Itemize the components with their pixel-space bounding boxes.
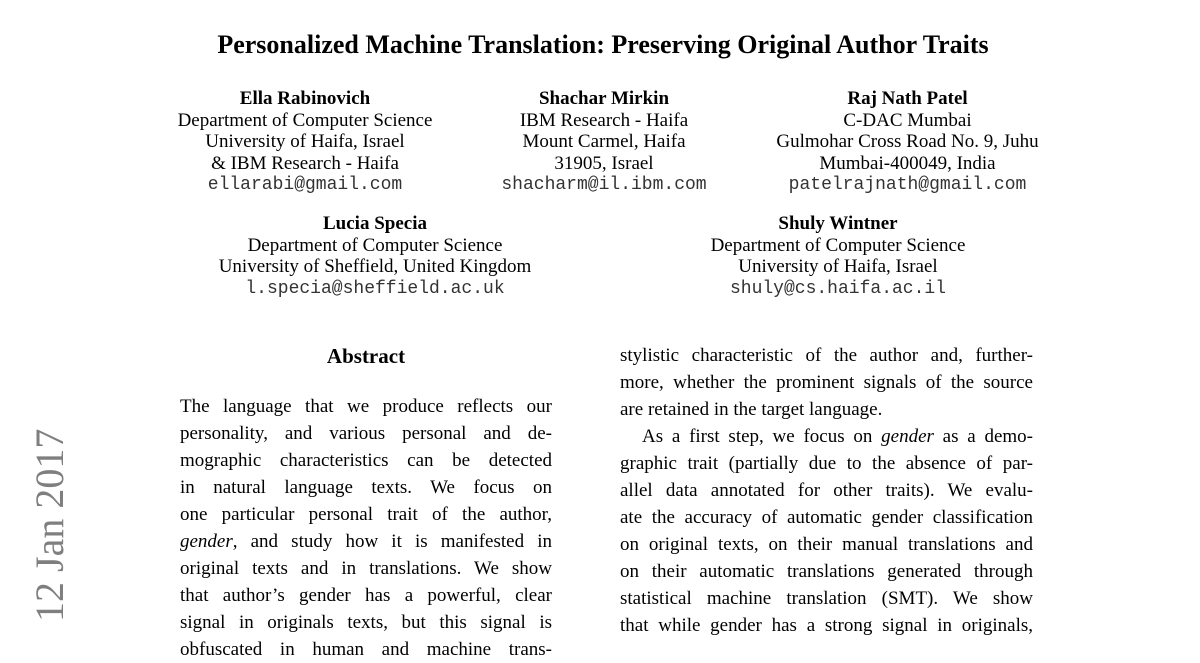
author-name: Ella Rabinovich — [239, 88, 371, 109]
intro-line: more, whether the prominent signals of the source — [620, 372, 1033, 393]
author-affiliation: Gulmohar Cross Road No. 9, Juhu — [776, 131, 1039, 152]
intro-line: are retained in the target language. — [620, 399, 883, 420]
author-block-raj-nath-patel — [745, 88, 1070, 196]
author-affiliation: IBM Research - Haifa — [519, 109, 689, 131]
author-block-shuly-wintner — [680, 213, 996, 300]
abstract-line: gender, and study how it is manifested in — [180, 531, 552, 552]
arxiv-date-stamp: 12 Jan 2017 — [27, 428, 72, 622]
intro-line: allel data annotated for other traits). We evalu- — [620, 480, 1033, 501]
abstract-heading: Abstract — [326, 344, 406, 368]
author-affiliation: Mumbai-400049, India — [819, 152, 996, 174]
author-name: Shuly Wintner — [778, 213, 898, 234]
abstract-line: one particular personal trait of the author, — [180, 504, 552, 525]
author-name: Raj Nath Patel — [847, 88, 968, 109]
author-email: patelrajnath@gmail.com — [788, 175, 1027, 195]
author-email: l.specia@sheffield.ac.uk — [245, 278, 505, 299]
author-affiliation: Mount Carmel, Haifa — [522, 131, 686, 152]
intro-line: statistical machine translation (SMT). We show — [620, 588, 1033, 609]
abstract-body — [180, 393, 552, 663]
author-block-shachar-mirkin — [470, 88, 738, 196]
author-affiliation: University of Sheffield, United Kingdom — [218, 256, 532, 277]
abstract-line: obfuscated in human and machine trans- — [180, 639, 552, 660]
author-name: Lucia Specia — [323, 213, 427, 234]
paper-title: Personalized Machine Translation: Preserving Original Author Traits — [217, 30, 989, 59]
intro-body — [620, 342, 1033, 639]
author-email: ellarabi@gmail.com — [207, 175, 403, 195]
intro-line: on original texts, on their manual translations and — [620, 534, 1033, 555]
intro-line: stylistic characteristic of the author and, further- — [620, 345, 1033, 366]
author-email: shuly@cs.haifa.ac.il — [729, 278, 947, 299]
intro-line: ate the accuracy of automatic gender classification — [620, 507, 1033, 528]
abstract-line: personality, and various personal and de- — [180, 423, 552, 444]
abstract-line: that author’s gender has a powerful, clear — [180, 585, 552, 606]
intro-line: As a first step, we focus on gender as a demo- — [642, 426, 1033, 447]
author-affiliation: Department of Computer Science — [710, 234, 966, 256]
author-affiliation: & IBM Research - Haifa — [211, 152, 399, 174]
intro-line: that while gender has a strong signal in originals, — [620, 615, 1033, 636]
abstract-line: in natural language texts. We focus on — [180, 477, 552, 498]
abstract-line: original texts and in translations. We show — [180, 558, 552, 579]
intro-line: on their automatic translations generated through — [620, 561, 1033, 582]
author-affiliation: Department of Computer Science — [247, 234, 503, 256]
author-name: Shachar Mirkin — [538, 88, 670, 109]
abstract-line: The language that we produce reflects our — [180, 396, 552, 417]
author-affiliation: C-DAC Mumbai — [843, 109, 972, 131]
author-affiliation: University of Haifa, Israel — [738, 256, 938, 277]
abstract-line: signal in originals texts, but this signal is — [180, 612, 552, 633]
author-affiliation: Department of Computer Science — [177, 109, 433, 131]
author-affiliation: University of Haifa, Israel — [205, 131, 405, 152]
author-block-lucia-specia — [180, 213, 570, 300]
author-block-ella-rabinovich — [152, 88, 458, 196]
author-affiliation: 31905, Israel — [554, 152, 654, 174]
abstract-line: mographic characteristics can be detected — [180, 450, 552, 471]
intro-line: graphic trait (partially due to the absence of par- — [620, 453, 1033, 474]
author-email: shacharm@il.ibm.com — [501, 175, 707, 195]
